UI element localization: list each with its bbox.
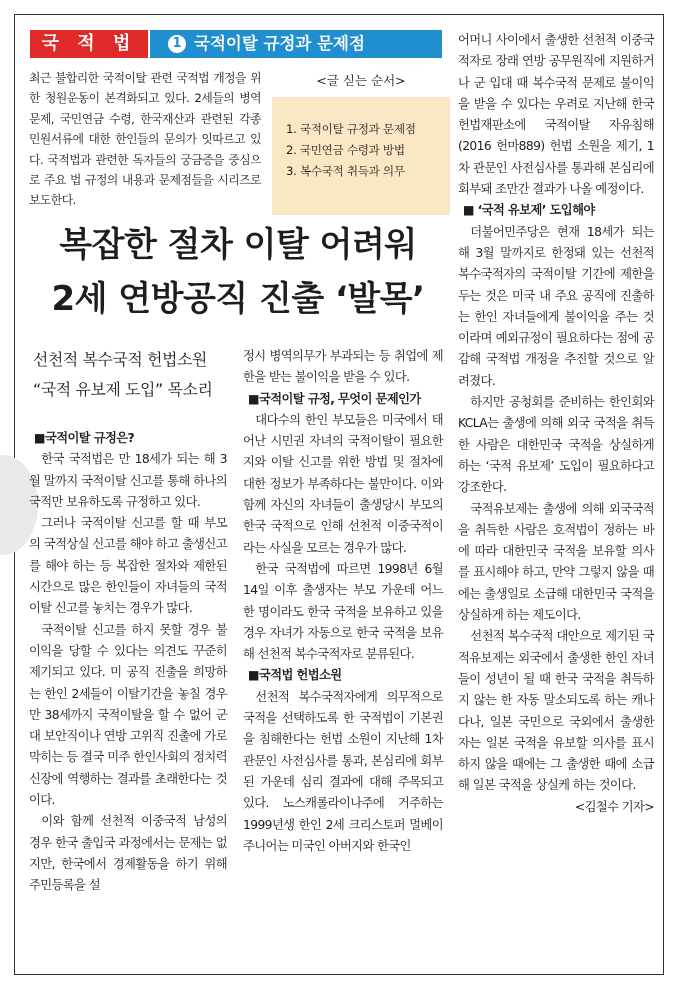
subheadline-line: 선천적 복수국적 헌법소원: [33, 350, 208, 369]
intro-paragraph: 최근 불합리한 국적이탈 관련 국적법 개정을 위한 청원운동이 본격화되고 있다. 2세들의 병역문제, 국민연금 수령, 한국재산과 관련된 각종 민원서류에 대한 한인들의 문의가 잇따르고 있다. 국적법과 관련한 독자들의 궁금증을 중심으로 주요 법 규정의 내용과 문제점들을 시리즈로 보도한다.: [29, 71, 261, 208]
headline-line: 2세 연방공직 진출 ‘발목’: [51, 279, 425, 319]
series-title: 국적이탈 규정과 문제점: [194, 34, 365, 53]
body-paragraph: 어머니 사이에서 출생한 선천적 이중국적자로 장래 연방 공무원직에 지원하거나 군 입대 때 복수국적 문제로 불이익을 받을 수 있다는 우려로 지난해 한국 헌법재판소에 국적이탈 자유침해(2016 헌마889) 헌법 소원을 제기, 1차 관문인 사전심사를 통과해 본심리에 회부돼 조만간 결과가 나올 예정이다.: [458, 33, 654, 197]
toc-item: 3. 복수국적 취득과 의무: [286, 164, 405, 178]
body-paragraph: 대다수의 한인 부모들은 미국에서 태어난 시민권 자녀의 국적이탈이 필요한지와 이탈 신고를 위한 방법 및 절차에 대한 정보가 부족하다는 불만이다. 이와 함께 자신의 자녀들이 출생당시 부모의 한국 국적으로 인해 선천적 이중국적이라는 사실을 모르는 경우가 많다.: [243, 412, 443, 555]
toc-box: [272, 97, 450, 215]
headline: [22, 218, 454, 326]
body-paragraph: 한국 국적법은 만 18세가 되는 해 3월 말까지 국적이탈 신고를 통해 하나의 국적만 보유하도록 규정하고 있다.: [29, 452, 227, 509]
body-paragraph: 한국 국적법에 따르면 1998년 6월14일 이후 출생자는 부모 가운데 어느 한 명이라도 한국 국적을 보유하고 있을 경우 자녀가 자동으로 한국 국적을 보유해 선천적 복수국적자로 분류된다.: [243, 561, 443, 662]
body-paragraph: 국적이탈 신고를 하지 못할 경우 불이익을 당할 수 있다는 의견도 꾸준히 제기되고 있다. 미 공직 진출을 희망하는 한인 2세들이 이탈기간을 놓칠 경우 만 38세까지 국적이탈을 할 수 없어 군대 보안직이나 연방 고위직 진출에 가로막히는 등 결국 미주 한인사회의 정치력 신장에 역행하는 결과를 초래한다는 것이다.: [29, 622, 227, 808]
body-paragraph: 선천적 복수국적 대안으로 제기된 국적유보제는 외국에서 출생한 한인 자녀들이 성년이 될 때 한국 국적을 취득하지 않는 한 자동 말소되도록 하는 캐나다나, 일본 국민으로 국외에서 출생한 자는 일본 국적을 유보할 의사를 표시하지 않을 때에는 그 출생한 때에 소급해 일본 국적을 상실케 하는 것이다.: [458, 629, 654, 793]
headline-line: 복잡한 절차 이탈 어려워: [59, 225, 417, 265]
byline: <김철수 기자>: [574, 799, 654, 814]
body-column-1: [29, 428, 227, 897]
section-subhead: ■국적이탈 규정, 무엇이 문제인가: [247, 391, 421, 406]
body-paragraph: 국적유보제는 출생에 의해 외국국적을 취득한 사람은 호적법이 정하는 바에 따라 대한민국 국적을 보유할 의사를 표시해야 하고, 만약 그렇지 않을 때에는 출생일로 소급해 대한민국 국적을 상실하게 하는 제도이다.: [458, 501, 654, 623]
section-subhead: ■국적이탈 규정은?: [33, 431, 135, 445]
section-subhead: ■ ‘국적 유보제’ 도입해야: [462, 203, 595, 218]
toc-title: <글 싣는 순서>: [316, 73, 406, 88]
body-paragraph: 정시 병역의무가 부과되는 등 취업에 제한을 받는 불이익을 받을 수 있다.: [243, 349, 443, 385]
series-number-badge: 1: [168, 35, 186, 53]
body-column-3: [458, 30, 654, 818]
subheadline-line: “국적 유보제 도입” 목소리: [33, 380, 213, 399]
section-subhead: ■국적법 헌법소원: [247, 668, 342, 683]
body-paragraph: 더불어민주당은 현재 18세가 되는 해 3월 말까지로 한정돼 있는 선천적 복수국적자의 국적이탈 기간에 제한을 두는 것은 미국 내 주요 공직에 진출하는 한인 자녀들에게 불이익을 주는 것이라며 예외규정이 필요하다는 점에 공감해 국적법 개정을 추진할 것으로 알려졌다.: [458, 224, 654, 388]
series-banner: [150, 30, 442, 58]
section-tag: 국 적 법: [30, 30, 148, 58]
toc-item: 1. 국적이탈 규정과 문제점: [286, 122, 416, 136]
body-paragraph: 하지만 공청회를 준비하는 한인회와 KCLA는 출생에 의해 외국 국적을 취득한 사람은 대한민국 국적을 상실하게 하는 ‘국적 유보제’ 도입이 필요하다고 강조한다.: [458, 395, 654, 495]
body-paragraph: 그러나 국적이탈 신고를 할 때 부모의 국적상실 신고를 해야 하고 출생신고를 해야 하는 등 복잡한 절차와 제한된 시간으로 많은 한인들이 자녀들의 국적이탈 신고를 놓치는 경우가 많다.: [29, 516, 227, 616]
body-column-2: [243, 346, 443, 857]
toc-item: 2. 국민연금 수령과 방법: [286, 143, 405, 157]
body-paragraph: 선천적 복수국적자에게 의무적으로 국적을 선택하도록 한 국적법이 기본권을 침해한다는 헌법 소원이 지난해 1차 관문인 사전심사를 통과, 본심리에 회부된 가운데 심리 결과에 대해 주목되고 있다. 노스캐롤라이나주에 거주하는 1999년생 한인 2세 크리스토퍼 멀베이 주니어는 미국인 아버지와 한국인: [243, 689, 443, 853]
body-paragraph: 이와 함께 선천적 이중국적 남성의 경우 한국 출입국 과정에서는 문제는 없지만, 한국에서 경제활동을 하기 위해 주민등록을 설: [29, 814, 227, 893]
subheadline: [33, 345, 233, 405]
